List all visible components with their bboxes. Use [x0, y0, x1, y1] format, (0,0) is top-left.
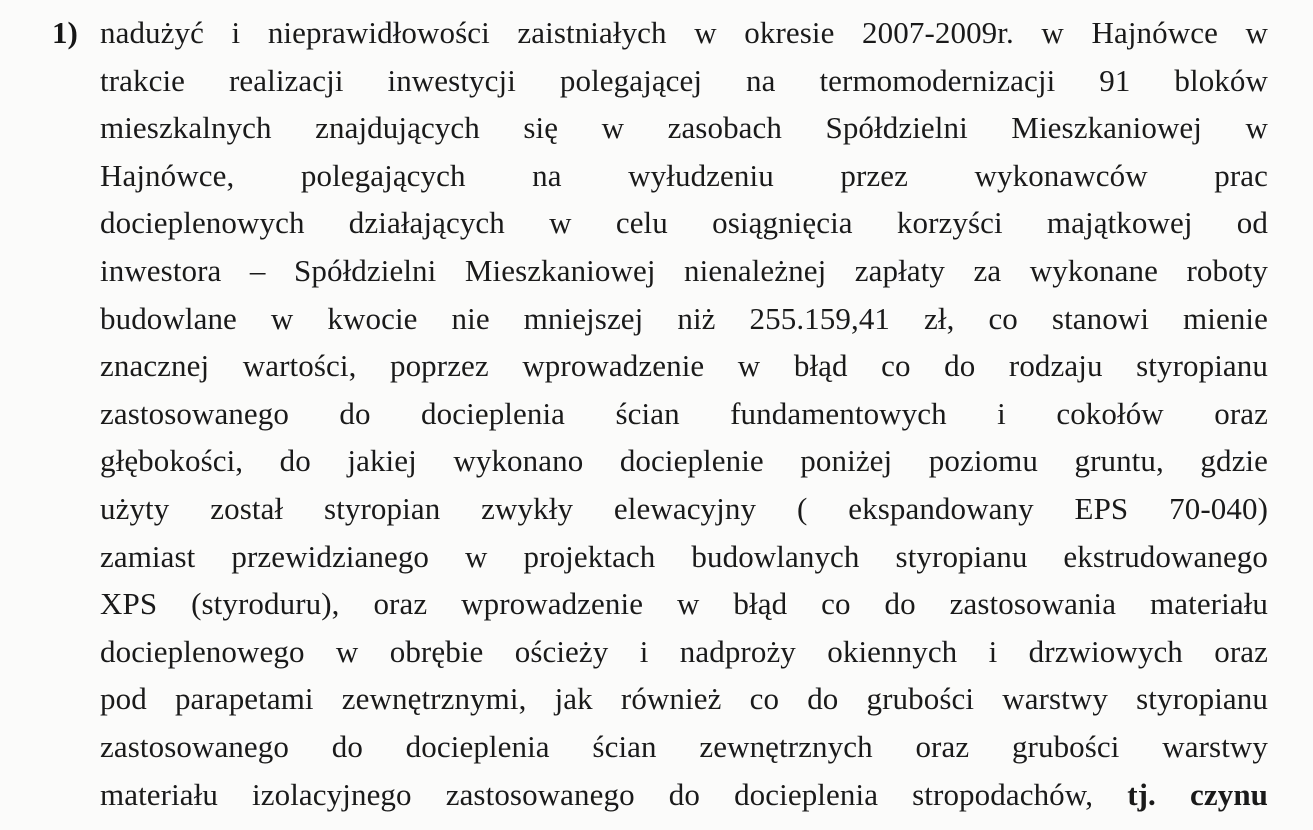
text-line: trakcie realizacji inwestycji polegającej na termomodernizacji 91 bloków: [100, 62, 1268, 98]
text-line: zastosowanego do docieplenia ścian zewnętrznych oraz grubości warstwy: [100, 728, 1268, 764]
paragraph-text: [100, 14, 1268, 823]
text-line-last: [100, 776, 1268, 824]
text-line: zamiast przewidzianego w projektach budowlanych styropianu ekstrudowanego: [100, 538, 1268, 574]
list-item-number: 1): [52, 15, 78, 50]
text-line: nadużyć i nieprawidłowości zaistniałych w okresie 2007-2009r. w Hajnówce w: [100, 15, 1268, 50]
text-line: zastosowanego do docieplenia ścian fundamentowych i cokołów oraz: [100, 395, 1268, 431]
text-line: docieplenowych działających w celu osiągnięcia korzyści majątkowej od: [100, 205, 1268, 241]
text-line: docieplenowego w obrębie ościeży i nadproży okiennych i drzwiowych oraz: [100, 633, 1268, 669]
last-line-regular: materiału izolacyjnego zastosowanego do docieplenia stropodachów,: [100, 776, 1094, 812]
text-line: pod parapetami zewnętrznymi, jak również co do grubości warstwy styropianu: [100, 681, 1268, 717]
text-line: użyty został styropian zwykły elewacyjny ( ekspandowany EPS 70-040): [100, 490, 1268, 526]
text-line: XPS (styroduru), oraz wprowadzenie w błąd co do zastosowania materiału: [100, 586, 1268, 622]
text-line: budowlane w kwocie nie mniejszej niż 255.159,41 zł, co stanowi mienie: [100, 300, 1268, 336]
text-line: mieszkalnych znajdujących się w zasobach Spółdzielni Mieszkaniowej w: [100, 110, 1268, 146]
text-line: głębokości, do jakiej wykonano docieplenie poniżej poziomu gruntu, gdzie: [100, 443, 1268, 479]
text-line: znacznej wartości, poprzez wprowadzenie w błąd co do rodzaju styropianu: [100, 348, 1268, 384]
text-line: Hajnówce, polegających na wyłudzeniu przez wykonawców prac: [100, 157, 1268, 193]
last-line-bold: tj. czynu: [1127, 776, 1268, 812]
text-line: inwestora – Spółdzielni Mieszkaniowej nienależnej zapłaty za wykonane roboty: [100, 252, 1268, 288]
